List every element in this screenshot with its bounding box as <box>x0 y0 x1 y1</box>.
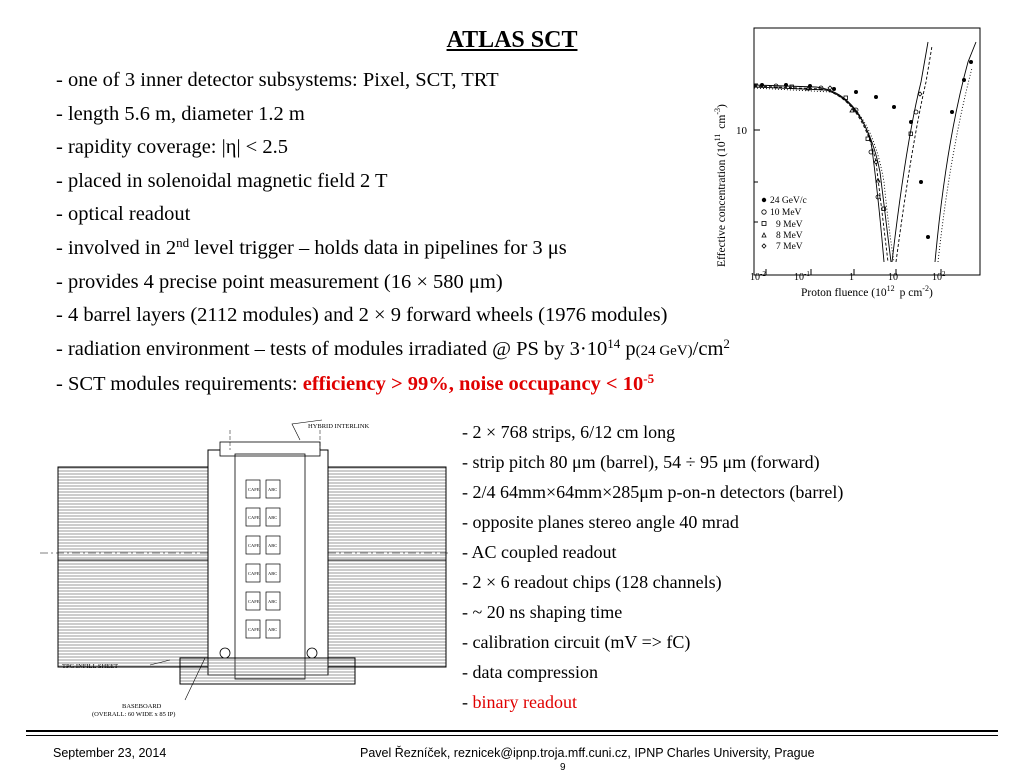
sct-module-drawing <box>30 410 450 725</box>
bullet-text: - 4 barrel layers (2112 modules) and 2 × 9 forward wheels (1976 modules) <box>56 304 668 327</box>
spec-item <box>462 597 843 627</box>
y-axis-label: Effective concentration $(10^{11}cm^{-3})$ <box>713 104 728 267</box>
requirement-superscript: -5 <box>643 371 655 387</box>
footer-date: September 23, 2014 <box>53 746 167 760</box>
x-tick-label: 10 <box>750 272 760 283</box>
bullet-item <box>56 98 730 132</box>
spec-item <box>462 537 843 567</box>
sensor-left <box>58 467 228 667</box>
bullet-item <box>56 333 730 369</box>
svg-text:CAFE: CAFE <box>248 627 260 632</box>
spec-text: - calibration circuit (mV => fC) <box>462 632 691 652</box>
legend-item: 8 MeV <box>776 231 803 241</box>
baseboard-label: BASEBOARD <box>122 703 162 710</box>
spec-item <box>462 417 843 447</box>
legend-item: 9 MeV <box>776 220 803 230</box>
svg-text:CAFE: CAFE <box>248 487 260 492</box>
svg-text:CAFE: CAFE <box>248 599 260 604</box>
svg-text:ABC: ABC <box>268 543 278 548</box>
bullet-text: - radiation environment – tests of modules irradiated @ PS by 3·10 <box>56 337 608 360</box>
spec-text: - <box>462 692 473 712</box>
footer-author: Pavel Řezníček, reznicek@ipnp.troja.mff.cuni.cz, IPNP Charles University, Prague <box>360 746 815 760</box>
svg-text:1 <box>849 272 854 283</box>
spec-text: - opposite planes stereo angle 40 mrad <box>462 512 739 532</box>
bullet-superscript: 2 <box>723 335 730 351</box>
bullet-item <box>56 266 730 300</box>
bullet-item <box>56 165 730 199</box>
bullet-text: - length 5.6 m, diameter 1.2 m <box>56 102 305 125</box>
bullet-text: - provides 4 precise point measurement (16 × 580 μm) <box>56 270 503 293</box>
spec-text: - 2 × 6 readout chips (128 channels) <box>462 572 722 592</box>
bullet-small-text: (24 GeV) <box>635 342 693 359</box>
baseboard <box>180 658 355 684</box>
legend-item: 7 MeV <box>776 242 803 252</box>
footer-rule-thin <box>26 735 998 736</box>
spec-text: - 2/4 64mm×64mm×285μm p-on-n detectors (barrel) <box>462 482 844 502</box>
tpg-infill-label: TPG INFILL SHEET <box>62 663 119 670</box>
baseboard-dimensions: (OVERALL: 60 WIDE x 85 IP) <box>92 711 176 718</box>
spec-item <box>462 687 843 717</box>
svg-text:ABC: ABC <box>268 487 278 492</box>
spec-item <box>462 657 843 687</box>
svg-text:10 <box>888 272 898 283</box>
bullet-text: - placed in solenoidal magnetic field 2 T <box>56 169 388 192</box>
x-tick-label: 1 <box>849 272 854 283</box>
svg-text:CAFE: CAFE <box>248 571 260 576</box>
spec-text: - data compression <box>462 662 598 682</box>
x-tick-label: 10 <box>794 272 804 283</box>
spec-text: - AC coupled readout <box>462 542 617 562</box>
bullet-item <box>56 299 730 333</box>
svg-text:102: $10^2$ <box>932 270 946 283</box>
footer-rule-thick <box>26 730 998 732</box>
svg-text:ABC: ABC <box>268 515 278 520</box>
x-tick-label: 10 <box>932 272 942 283</box>
spec-text: - ~ 20 ns shaping time <box>462 602 623 622</box>
bullet-item <box>56 198 730 232</box>
bullet-item <box>56 64 730 98</box>
svg-text:CAFE: CAFE <box>248 543 260 548</box>
bullet-text: - SCT modules requirements: <box>56 373 303 396</box>
bullet-text: /cm <box>692 337 724 360</box>
main-bullet-list <box>56 64 730 402</box>
bullet-superscript: 14 <box>607 335 621 351</box>
bullet-item <box>56 368 730 402</box>
page-number: 9 <box>560 762 566 773</box>
bullet-text: - optical readout <box>56 203 191 226</box>
bullet-text: - involved in 2 <box>56 236 177 259</box>
sensor-right <box>322 467 446 667</box>
y-tick-label: 10 <box>736 125 747 137</box>
spec-item <box>462 477 843 507</box>
binary-readout-highlight: binary readout <box>472 692 577 712</box>
fluence-plot <box>706 22 988 304</box>
svg-text:CAFE: CAFE <box>248 515 260 520</box>
hybrid-interlink-label: HYBRID INTERLINK <box>308 423 370 430</box>
svg-text:ABC: ABC <box>268 571 278 576</box>
spec-item <box>462 567 843 597</box>
spec-item <box>462 507 843 537</box>
legend-item: 24 GeV/c <box>770 196 807 206</box>
bullet-item <box>56 232 730 266</box>
bullet-superscript: nd <box>176 234 190 250</box>
spec-item <box>462 627 843 657</box>
svg-text:10-1: $10^{-1}$ <box>794 270 810 283</box>
spec-text: - 2 × 768 strips, 6/12 cm long <box>462 422 676 442</box>
slide-title: ATLAS SCT <box>446 27 578 53</box>
x-axis-label: Proton fluence ($10^{12}$ p $cm^{-2}$) <box>801 284 933 299</box>
spec-text: - strip pitch 80 μm (barrel), 54 ÷ 95 μm (forward) <box>462 452 820 472</box>
x-tick-label: 10 <box>888 272 898 283</box>
requirement-highlight: efficiency > 99%, noise occupancy < 10 <box>302 373 644 396</box>
svg-text:ABC: ABC <box>268 599 278 604</box>
legend-item: 10 MeV <box>770 208 802 218</box>
bullet-text: - one of 3 inner detector subsystems: Pixel, SCT, TRT <box>56 69 499 91</box>
bullet-item <box>56 131 730 165</box>
spec-item <box>462 447 843 477</box>
bullet-text: p <box>620 337 636 360</box>
bullet-text: level trigger – holds data in pipelines for 3 μs <box>189 236 567 259</box>
bullet-text: - rapidity coverage: |η| < 2.5 <box>56 136 288 159</box>
module-spec-list <box>462 417 843 717</box>
svg-text:10-2: $10^{-2}$ <box>750 270 766 283</box>
svg-text:ABC: ABC <box>268 627 278 632</box>
